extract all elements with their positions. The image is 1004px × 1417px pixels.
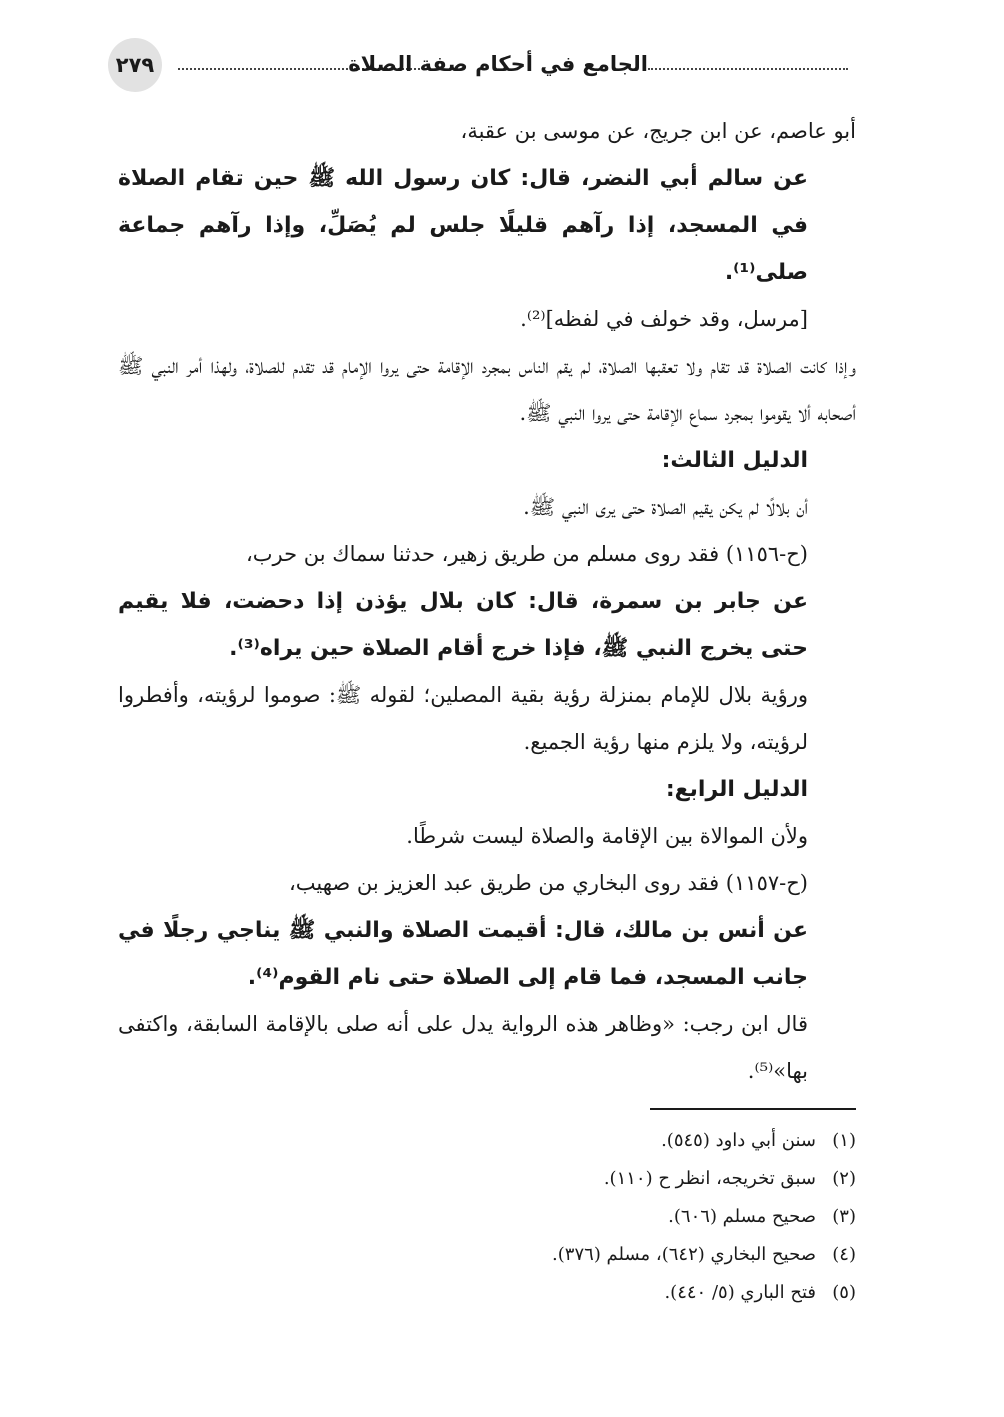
heading-fourth-evidence: الدليل الرابع: [665, 777, 808, 802]
paragraph-evidence-4: ولأن الموالاة بين الإقامة والصلاة ليست شرطًا. [406, 824, 808, 848]
footnote-text: سبق تخريجه، انظر ح (١١٠). [603, 1168, 816, 1189]
paragraph-grading-1: [مرسل، وقد خولف في لفظه]⁽²⁾. [520, 307, 808, 331]
footnote-item [256, 1160, 856, 1198]
header-dotted-leader-right [648, 68, 848, 70]
paragraph-quote-ibn-rajab: قال ابن رجب: «وظاهر هذه الرواية يدل على أنه صلى بالإقامة السابقة، واكتفى بها»⁽⁵⁾. [118, 1012, 808, 1083]
paragraph-hadith-1: عن سالم أبي النضر، قال: كان رسول الله ﷺ حين تقام الصلاة في المسجد، إذا رآهم قليلًا جلس لم يُصَلِّ، وإذا رآهم جماعة صلى⁽¹⁾. [118, 166, 808, 285]
footnote-text: سنن أبي داود (٥٤٥). [661, 1130, 816, 1151]
paragraph-explanation-2: ورؤية بلال للإمام بمنزلة رؤية بقية المصلين؛ لقوله ﷺ: صوموا لرؤيته، وأفطروا لرؤيته، ولا يلزم منها رؤية الجميع. [118, 683, 808, 754]
footnote-text: فتح الباري (٥/ ٤٤٠). [664, 1282, 816, 1303]
footnote-item [256, 1198, 856, 1236]
footnote-text: صحيح البخاري (٦٤٢)، مسلم (٣٧٦). [552, 1244, 816, 1265]
paragraph-chain-of-narration-1: أبو عاصم، عن ابن جريج، عن موسى بن عقبة، [460, 119, 856, 143]
paragraph-hadith-3: عن أنس بن مالك، قال: أقيمت الصلاة والنبي ﷺ يناجي رجلًا في جانب المسجد، فما قام إلى الصلاة حتى نام القوم⁽⁴⁾. [118, 918, 808, 990]
footnote-number: (٣) [832, 1206, 856, 1227]
heading-third-evidence: الدليل الثالث: [661, 448, 808, 473]
paragraph-chain-of-narration-3: (ح-١١٥٧) فقد روى البخاري من طريق عبد العزيز بن صهيب، [288, 871, 808, 895]
footnotes [256, 1122, 856, 1312]
paragraph-chain-of-narration-2: (ح-١١٥٦) فقد روى مسلم من طريق زهير، حدثنا سماك بن حرب، [245, 542, 808, 566]
paragraph-explanation-1: وإذا كانت الصلاة قد تقام ولا تعقبها الصلاة، لم يقم الناس بمجرد الإقامة حتى يروا الإمام قد تقدم للصلاة، ولهذا أمر النبي ﷺ أصحابه ألا يقوموا بمجرد سماع الإقامة حتى يروا النبي ﷺ. [118, 354, 856, 425]
footnote-item [256, 1274, 856, 1312]
footnote-item [256, 1122, 856, 1160]
footnote-separator [650, 1108, 856, 1110]
footnote-item [256, 1236, 856, 1274]
page-header [108, 38, 848, 98]
footnote-text: صحيح مسلم (٦٠٦). [668, 1206, 816, 1227]
paragraph-evidence-3: أن بلالًا لم يكن يقيم الصلاة حتى يرى النبي ﷺ. [523, 495, 808, 519]
footnote-number: (٥) [832, 1282, 856, 1303]
footnote-number: (٢) [832, 1168, 856, 1189]
paragraph-hadith-2: عن جابر بن سمرة، قال: كان بلال يؤذن إذا دحضت، فلا يقيم حتى يخرج النبي ﷺ، فإذا خرج أقام الصلاة حين يراه⁽³⁾. [118, 589, 808, 661]
running-title: الجامع في أحكام صفة الصلاة [348, 52, 648, 76]
page-number: ٢٧٩ [108, 38, 162, 92]
footnote-number: (٤) [832, 1244, 856, 1265]
footnote-number: (١) [832, 1130, 856, 1151]
main-text [118, 108, 856, 1095]
